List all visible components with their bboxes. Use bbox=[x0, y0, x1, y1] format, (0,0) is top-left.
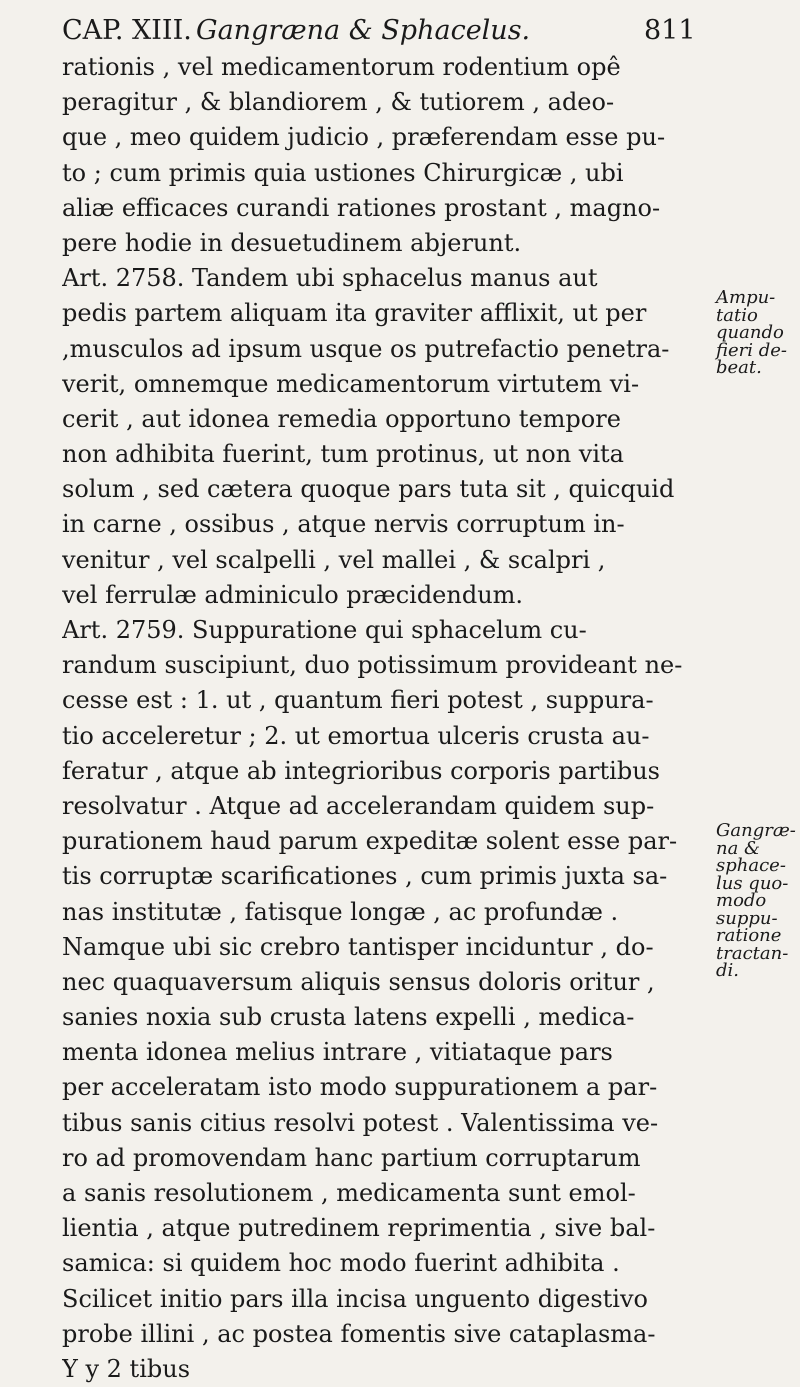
text-line: pedis partem aliquam ita graviter afflixit, ut per bbox=[62, 299, 647, 328]
text-line: probe illini , ac postea fomentis sive cataplasma- bbox=[62, 1319, 656, 1348]
margin-note-line: beat. bbox=[716, 357, 762, 378]
text-line: randum suscipiunt, duo potissimum provideant ne- bbox=[62, 651, 683, 680]
text-line: cesse est : 1. ut , quantum fieri potest , suppura- bbox=[62, 686, 654, 715]
text-line: resolvatur . Atque ad accelerandam quidem sup- bbox=[62, 791, 655, 820]
margin-note-line: suppu- bbox=[716, 907, 778, 929]
text-line: feratur , atque ab integrioribus corporis partibus bbox=[62, 756, 660, 785]
chapter-number: CAP. XIII. bbox=[62, 15, 192, 46]
text-line: Art. 2758. Tandem ubi sphacelus manus aut bbox=[62, 264, 598, 293]
text-line: tis corruptæ scarificationes , cum primis juxta sa- bbox=[62, 862, 668, 891]
margin-note-line: di. bbox=[716, 960, 740, 981]
running-title: Gangræna & Sphacelus. bbox=[196, 15, 531, 46]
margin-note-line: na & bbox=[716, 837, 761, 859]
text-line: ,musculos ad ipsum usque os putrefactio penetra- bbox=[62, 334, 670, 363]
text-line: Art. 2759. Suppuratione qui sphacelum cu- bbox=[62, 616, 587, 644]
text-line: aliæ efficaces curandi rationes prostant , magno- bbox=[62, 193, 661, 222]
text-line: verit, omnemque medicamentorum virtutem vi- bbox=[62, 369, 640, 398]
text-line: nas institutæ , fatisque longæ , ac profundæ . bbox=[62, 897, 619, 926]
margin-note-line: quando bbox=[716, 322, 784, 343]
margin-note-line: Ampu- bbox=[716, 287, 776, 308]
text-line: solum , sed cætera quoque pars tuta sit , quicquid bbox=[62, 475, 675, 504]
text-line: menta idonea melius intrare , vitiataque pars bbox=[62, 1038, 613, 1067]
text-line: a sanis resolutionem , medicamenta sunt emol- bbox=[62, 1179, 636, 1207]
page-number: 811 bbox=[644, 15, 696, 46]
text-line: ro ad promovendam hanc partium corruptarum bbox=[62, 1143, 641, 1172]
text-line: lientia , atque putredinem reprimentia , sive bal- bbox=[62, 1214, 656, 1243]
margin-note-line: fieri de- bbox=[716, 339, 787, 361]
text-line: Scilicet initio pars illa incisa unguento digestivo bbox=[62, 1284, 648, 1313]
text-line: to ; cum primis quia ustiones Chirurgicæ , ubi bbox=[62, 158, 624, 187]
text-line: Y y 2 tibus bbox=[62, 1354, 191, 1383]
margin-note-line: sphace- bbox=[716, 855, 786, 876]
text-line: non adhibita fuerint, tum protinus, ut non vita bbox=[62, 440, 624, 469]
text-line: que , meo quidem judicio , præferendam esse pu- bbox=[62, 123, 666, 152]
margin-note-amputatio bbox=[716, 289, 796, 377]
text-line: Namque ubi sic crebro tantisper inciduntur , do- bbox=[62, 932, 654, 961]
text-line: cerit , aut idonea remedia opportuno tempore bbox=[62, 404, 621, 433]
text-line: nec quaquaversum aliquis sensus doloris oritur , bbox=[62, 967, 655, 996]
text-line: vel ferrulæ adminiculo præcidendum. bbox=[62, 580, 524, 609]
margin-note-line: tractan- bbox=[716, 942, 789, 964]
text-line: rationis , vel medicamentorum rodentium opê bbox=[62, 53, 621, 81]
text-line: per acceleratam isto modo suppurationem a par- bbox=[62, 1073, 658, 1102]
text-line: purationem haud parum expeditæ solent esse par- bbox=[62, 827, 678, 856]
margin-note-line: Gangræ- bbox=[716, 820, 796, 841]
margin-note-gangraena bbox=[716, 822, 796, 980]
text-line: tio acceleretur ; 2. ut emortua ulceris crusta au- bbox=[62, 721, 650, 750]
text-line: pere hodie in desuetudinem abjerunt. bbox=[62, 228, 522, 257]
text-line: in carne , ossibus , atque nervis corruptum in- bbox=[62, 510, 625, 539]
margin-note-line: tatio bbox=[716, 304, 758, 326]
text-line: sanies noxia sub crusta latens expelli , medica- bbox=[62, 1003, 635, 1032]
margin-note-line: lus quo- bbox=[716, 872, 789, 894]
body-text bbox=[62, 50, 704, 1387]
text-line: samica: si quidem hoc modo fuerint adhibita . bbox=[62, 1249, 620, 1278]
margin-note-line: ratione bbox=[716, 925, 782, 946]
text-line: tibus sanis citius resolvi potest . Valentissima ve- bbox=[62, 1108, 659, 1137]
text-line: peragitur , & blandiorem , & tutiorem , adeo- bbox=[62, 88, 615, 117]
margin-note-line: modo bbox=[716, 890, 767, 911]
text-line: venitur , vel scalpelli , vel mallei , & scalpri , bbox=[62, 545, 606, 574]
